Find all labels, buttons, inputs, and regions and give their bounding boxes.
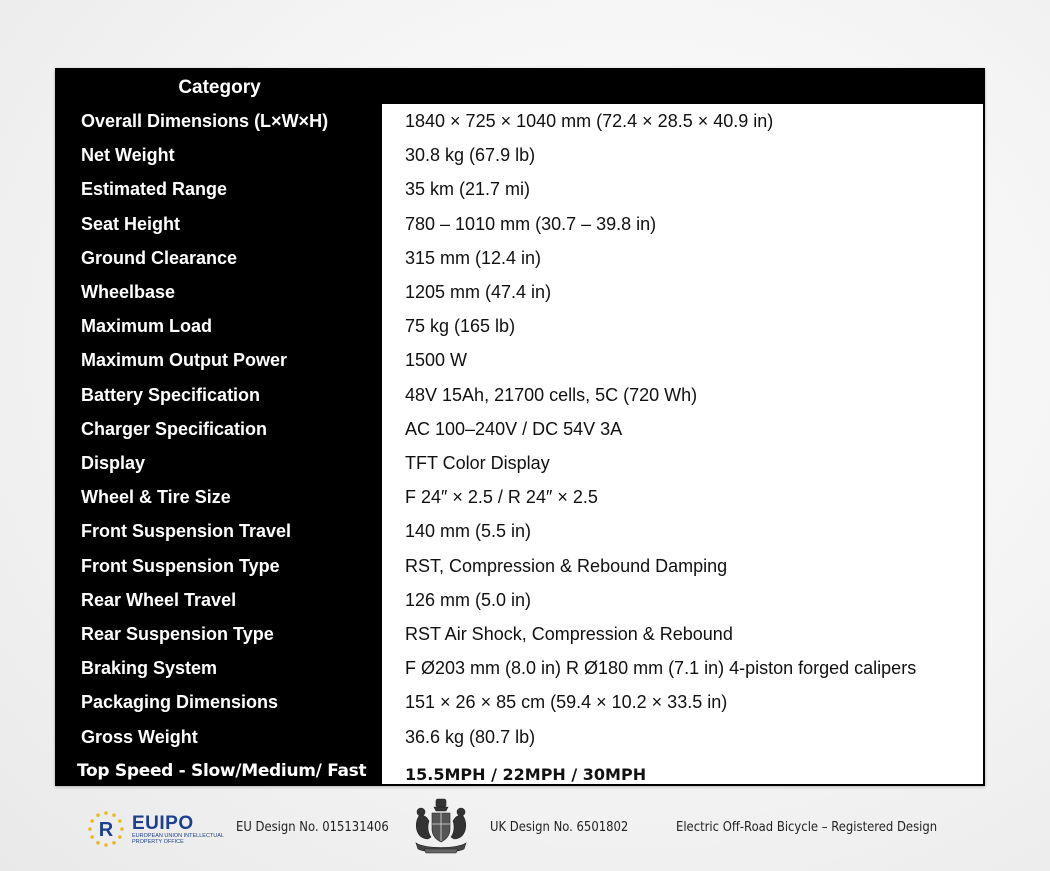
table-row: [57, 685, 983, 719]
row-value: 315 mm (12.4 in): [405, 247, 542, 268]
footer: [0, 795, 1050, 865]
row-label: Braking System: [81, 658, 218, 679]
row-value: 15.5MPH / 22MPH / 30MPH: [405, 764, 647, 784]
star-icon: [118, 819, 122, 823]
row-label: Wheel & Tire Size: [81, 487, 231, 508]
star-icon: [104, 811, 108, 815]
row-label: Charger Specification: [81, 418, 268, 439]
row-label: Maximum Output Power: [81, 350, 288, 371]
row-label: Overall Dimensions (L×W×H): [81, 111, 329, 131]
table-row: [57, 343, 983, 377]
row-label: Front Suspension Travel: [81, 521, 292, 542]
row-value: 30.8 kg (67.9 lb): [405, 145, 536, 166]
table-row: [57, 720, 983, 754]
eu-design-number: EU Design No. 015131406: [236, 819, 389, 835]
uk-design-number: UK Design No. 6501802: [490, 819, 629, 835]
euipo-name: EUIPO: [132, 813, 194, 834]
row-label: Battery Specification: [81, 384, 261, 405]
star-icon: [88, 827, 92, 831]
row-value: 1840 × 725 × 1040 mm (72.4 × 28.5 × 40.9 in): [405, 111, 774, 131]
table-row: [57, 104, 983, 138]
row-label: Front Suspension Type: [81, 555, 280, 576]
star-icon: [112, 841, 116, 845]
row-value: 780 – 1010 mm (30.7 – 39.8 in): [405, 213, 657, 234]
table-row: [57, 651, 983, 685]
star-icon: [112, 813, 116, 817]
row-value: 48V 15Ah, 21700 cells, 5C (720 Wh): [405, 384, 698, 405]
table-row: [57, 309, 983, 343]
royal-coat-of-arms-icon: [410, 797, 472, 857]
table-row: [57, 549, 983, 583]
euipo-logo: [86, 809, 236, 849]
euipo-star-ring-icon: [86, 809, 126, 849]
row-value: 36.6 kg (80.7 lb): [405, 726, 536, 747]
row-label: Rear Suspension Type: [81, 624, 274, 644]
registered-design-caption: Electric Off-Road Bicycle – Registered Design: [676, 819, 938, 835]
star-icon: [96, 841, 100, 845]
row-label: Display: [81, 453, 146, 473]
row-label: Top Speed - Slow/Medium/ Fast: [77, 760, 367, 781]
table-row: [57, 275, 983, 309]
star-icon: [96, 813, 100, 817]
row-value: 1500 W: [405, 350, 468, 371]
table-row: [57, 480, 983, 514]
table-header-category: Category: [178, 77, 261, 98]
row-label: Rear Wheel Travel: [81, 589, 237, 610]
row-label: Packaging Dimensions: [81, 692, 279, 713]
row-label: Ground Clearance: [81, 247, 238, 268]
row-value: 1205 mm (47.4 in): [405, 282, 552, 302]
table-row: [57, 583, 983, 617]
table-row: [57, 617, 983, 651]
table-row: [57, 172, 983, 206]
row-value: 126 mm (5.0 in): [405, 589, 532, 610]
star-icon: [120, 827, 124, 831]
euipo-subtitle: EUROPEAN UNION INTELLECTUAL PROPERTY OFFICE: [132, 833, 224, 845]
row-label: Gross Weight: [81, 726, 198, 747]
row-value: 151 × 26 × 85 cm (59.4 × 10.2 × 33.5 in): [405, 692, 728, 713]
spec-table: [55, 68, 985, 786]
table-row: [57, 378, 983, 412]
table-row: [57, 241, 983, 275]
row-label: Maximum Load: [81, 316, 213, 337]
star-icon: [90, 835, 94, 839]
table-row: [57, 138, 983, 172]
table-row: [57, 514, 983, 548]
row-value: F 24″ × 2.5 / R 24″ × 2.5: [405, 487, 598, 508]
row-value: 75 kg (165 lb): [405, 316, 516, 337]
row-value: RST Air Shock, Compression & Rebound: [405, 624, 733, 644]
row-label: Estimated Range: [81, 179, 228, 200]
star-icon: [90, 819, 94, 823]
star-icon: [104, 843, 108, 847]
row-value: 140 mm (5.5 in): [405, 521, 532, 542]
table-row: [57, 412, 983, 446]
row-label: Wheelbase: [81, 282, 176, 302]
row-value: 35 km (21.7 mi): [405, 179, 531, 200]
row-value: AC 100–240V / DC 54V 3A: [405, 418, 623, 439]
row-label: Seat Height: [81, 213, 181, 234]
row-value: TFT Color Display: [405, 453, 550, 473]
table-row: [57, 207, 983, 241]
table-row: [57, 446, 983, 480]
row-value: F Ø203 mm (8.0 in) R Ø180 mm (7.1 in) 4-piston forged calipers: [405, 658, 917, 679]
svg-text:R: R: [98, 819, 114, 841]
table-row: [57, 754, 983, 788]
table-header-row: [57, 70, 983, 104]
row-label: Net Weight: [81, 145, 175, 166]
row-value: RST, Compression & Rebound Damping: [405, 555, 728, 576]
star-icon: [118, 835, 122, 839]
